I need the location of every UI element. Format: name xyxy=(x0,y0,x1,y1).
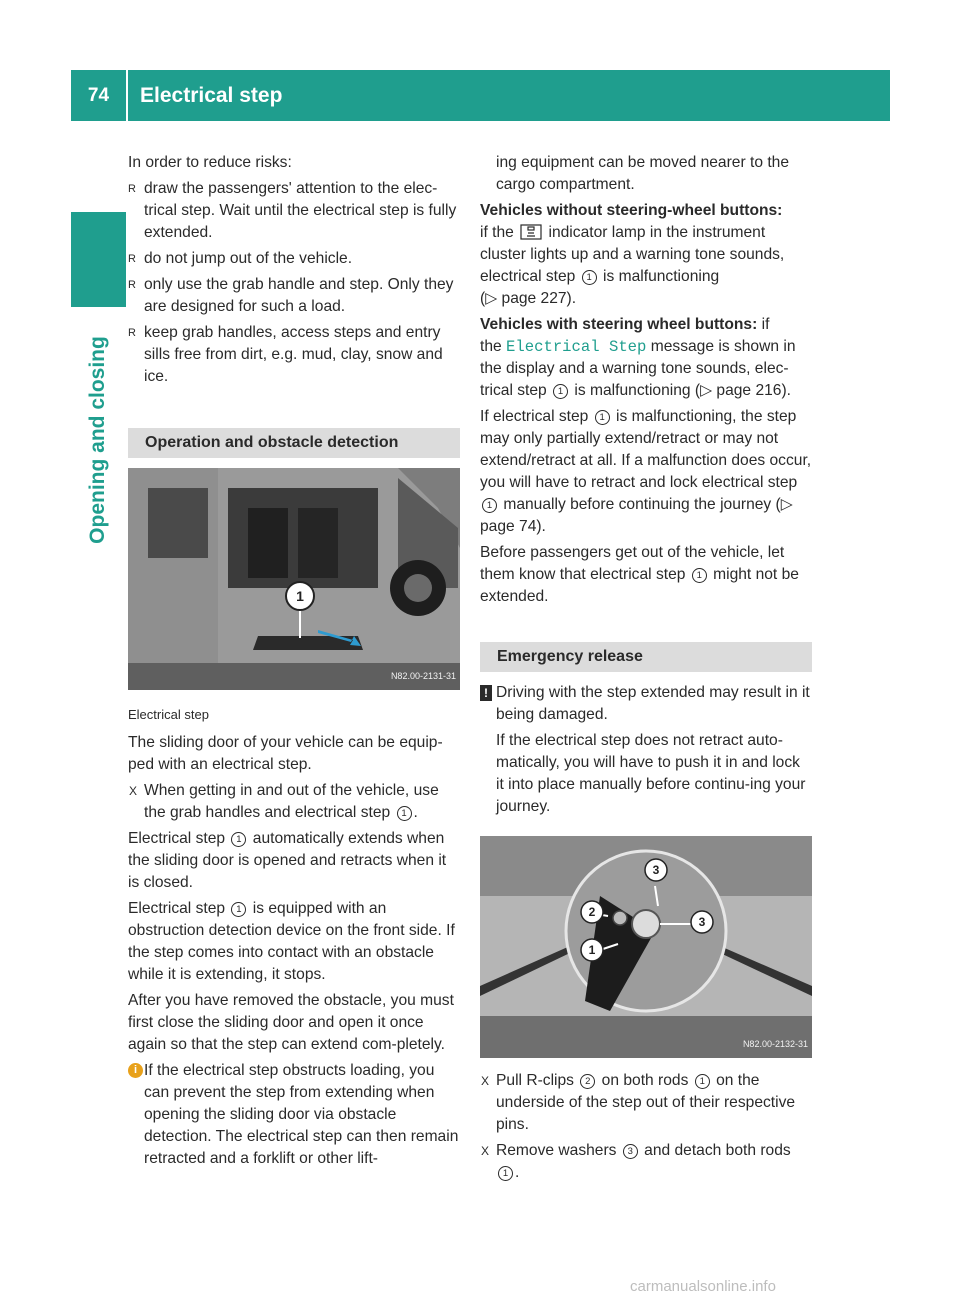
callout-1-icon: 1 xyxy=(231,902,246,917)
van-electrical-step-image xyxy=(128,468,460,690)
instruction-step: X When getting in and out of the vehicle, use the grab handles and electrical step 1 . xyxy=(129,782,439,821)
bullet-icon: R xyxy=(128,183,136,195)
callout-label: 1 xyxy=(296,588,304,604)
list-item: R only use the grab handle and step. Only they are designed for such a load. xyxy=(128,276,454,315)
intro-text: In order to reduce risks: xyxy=(128,154,292,171)
arrow-icon: X xyxy=(481,1074,490,1088)
section-heading: Operation and obstacle detection xyxy=(128,428,460,458)
paragraph: The sliding door of your vehicle can be equip-ped with an electrical step. xyxy=(128,734,443,773)
callout-label: 1 xyxy=(588,943,596,957)
bullet-icon: R xyxy=(128,327,136,339)
figure-caption: Electrical step xyxy=(128,707,209,722)
bullet-icon: R xyxy=(128,253,136,265)
info-note: i If the electrical step obstructs loading, you can prevent the step from extending when opening the sliding door via obstacle detection. The electrical step can then remain retracted and a forklift or other lift- xyxy=(128,1060,460,1170)
list-item: R do not jump out of the vehicle. xyxy=(128,248,460,270)
paragraph: After you have removed the obstacle, you must first close the sliding door and open it once again so that the step can extend com-pletely. xyxy=(128,992,454,1053)
callout-1-icon: 1 xyxy=(397,806,412,821)
instruction-step: X Remove washers 3 and detach both rods 1 . xyxy=(481,1142,791,1181)
bullet-icon: R xyxy=(128,279,136,291)
warning-note: ! Driving with the step extended may result in it being damaged. If the electrical step does not retract auto-matically, you will have to push it in and lock it into place manually before continu-ing your journey. xyxy=(480,682,812,818)
step-release-image xyxy=(480,836,812,1058)
callout-1-icon: 1 xyxy=(482,498,497,513)
chapter-label: Opening and closing xyxy=(86,336,109,544)
page-title: Electrical step xyxy=(140,84,283,107)
left-column xyxy=(128,152,460,1174)
callout-3-icon: 3 xyxy=(623,1144,638,1159)
paragraph: ing equipment can be moved nearer to the cargo compartment. xyxy=(496,154,790,193)
callout-label: 2 xyxy=(588,905,596,919)
section-heading: Emergency release xyxy=(480,642,812,672)
paragraph: If electrical step 1 is malfunctioning, the step may only partially extend/retract or may not extend/retract at all. If a malfunction does occur, you will have to retract and lock electrical step 1 manually before continuing the journey (▷ page 74). xyxy=(480,408,812,535)
list-item: R keep grab handles, access steps and entry sills free from dirt, e.g. mud, clay, snow and ice. xyxy=(128,324,443,385)
callout-label: 3 xyxy=(698,915,706,929)
callout-1-icon: 1 xyxy=(595,410,610,425)
callout-1-icon: 1 xyxy=(582,270,597,285)
arrow-icon: X xyxy=(129,784,138,798)
chapter-tab xyxy=(71,212,126,307)
callout-1-icon: 1 xyxy=(231,832,246,847)
figure-code: N82.00-2131-31 xyxy=(390,671,456,681)
paragraph: Electrical step 1 is equipped with an obstruction detection device on the front side. If the step comes into contact with an obstacle while it is extending, it stops. xyxy=(128,900,455,983)
paragraph: Vehicles with steering wheel buttons: if the Electrical Step message is shown in the display and a warning tone sounds, elec-trical step 1 is malfunctioning (▷ page 216). xyxy=(480,316,796,399)
callout-1-icon: 1 xyxy=(695,1074,710,1089)
figure-code: N82.00-2132-31 xyxy=(742,1039,808,1049)
paragraph: Before passengers get out of the vehicle, let them know that electrical step 1 might not be extended. xyxy=(480,544,799,605)
watermark: carmanualsonline.info xyxy=(630,1278,776,1295)
info-icon: i xyxy=(128,1063,143,1078)
callout-2-icon: 2 xyxy=(580,1074,595,1089)
subheading: Vehicles without steering-wheel buttons: xyxy=(480,202,783,219)
callout-1-icon: 1 xyxy=(553,384,568,399)
arrow-icon: X xyxy=(481,1144,490,1158)
page-number: 74 xyxy=(87,85,110,106)
paragraph: Electrical step 1 automatically extends when the sliding door is opened and retracts when it is closed. xyxy=(128,830,447,891)
paragraph: if the indicator lamp in the instrument cluster lights up and a warning tone sounds, electrical step 1 is malfunctioning (▷ page 227). xyxy=(480,224,785,307)
step-lamp-icon xyxy=(520,224,542,240)
instruction-step: X Pull R-clips 2 on both rods 1 on the underside of the step out of their respective pins. xyxy=(481,1072,796,1133)
callout-label: 3 xyxy=(652,863,660,877)
list-item: R draw the passengers' attention to the elec-trical step. Wait until the electrical step is fully extended. xyxy=(128,180,457,241)
display-message: Electrical Step xyxy=(506,338,647,356)
header-divider xyxy=(126,70,128,121)
warning-icon: ! xyxy=(480,685,492,701)
callout-1-icon: 1 xyxy=(498,1166,513,1181)
callout-1-icon: 1 xyxy=(692,568,707,583)
right-column xyxy=(480,152,812,1188)
